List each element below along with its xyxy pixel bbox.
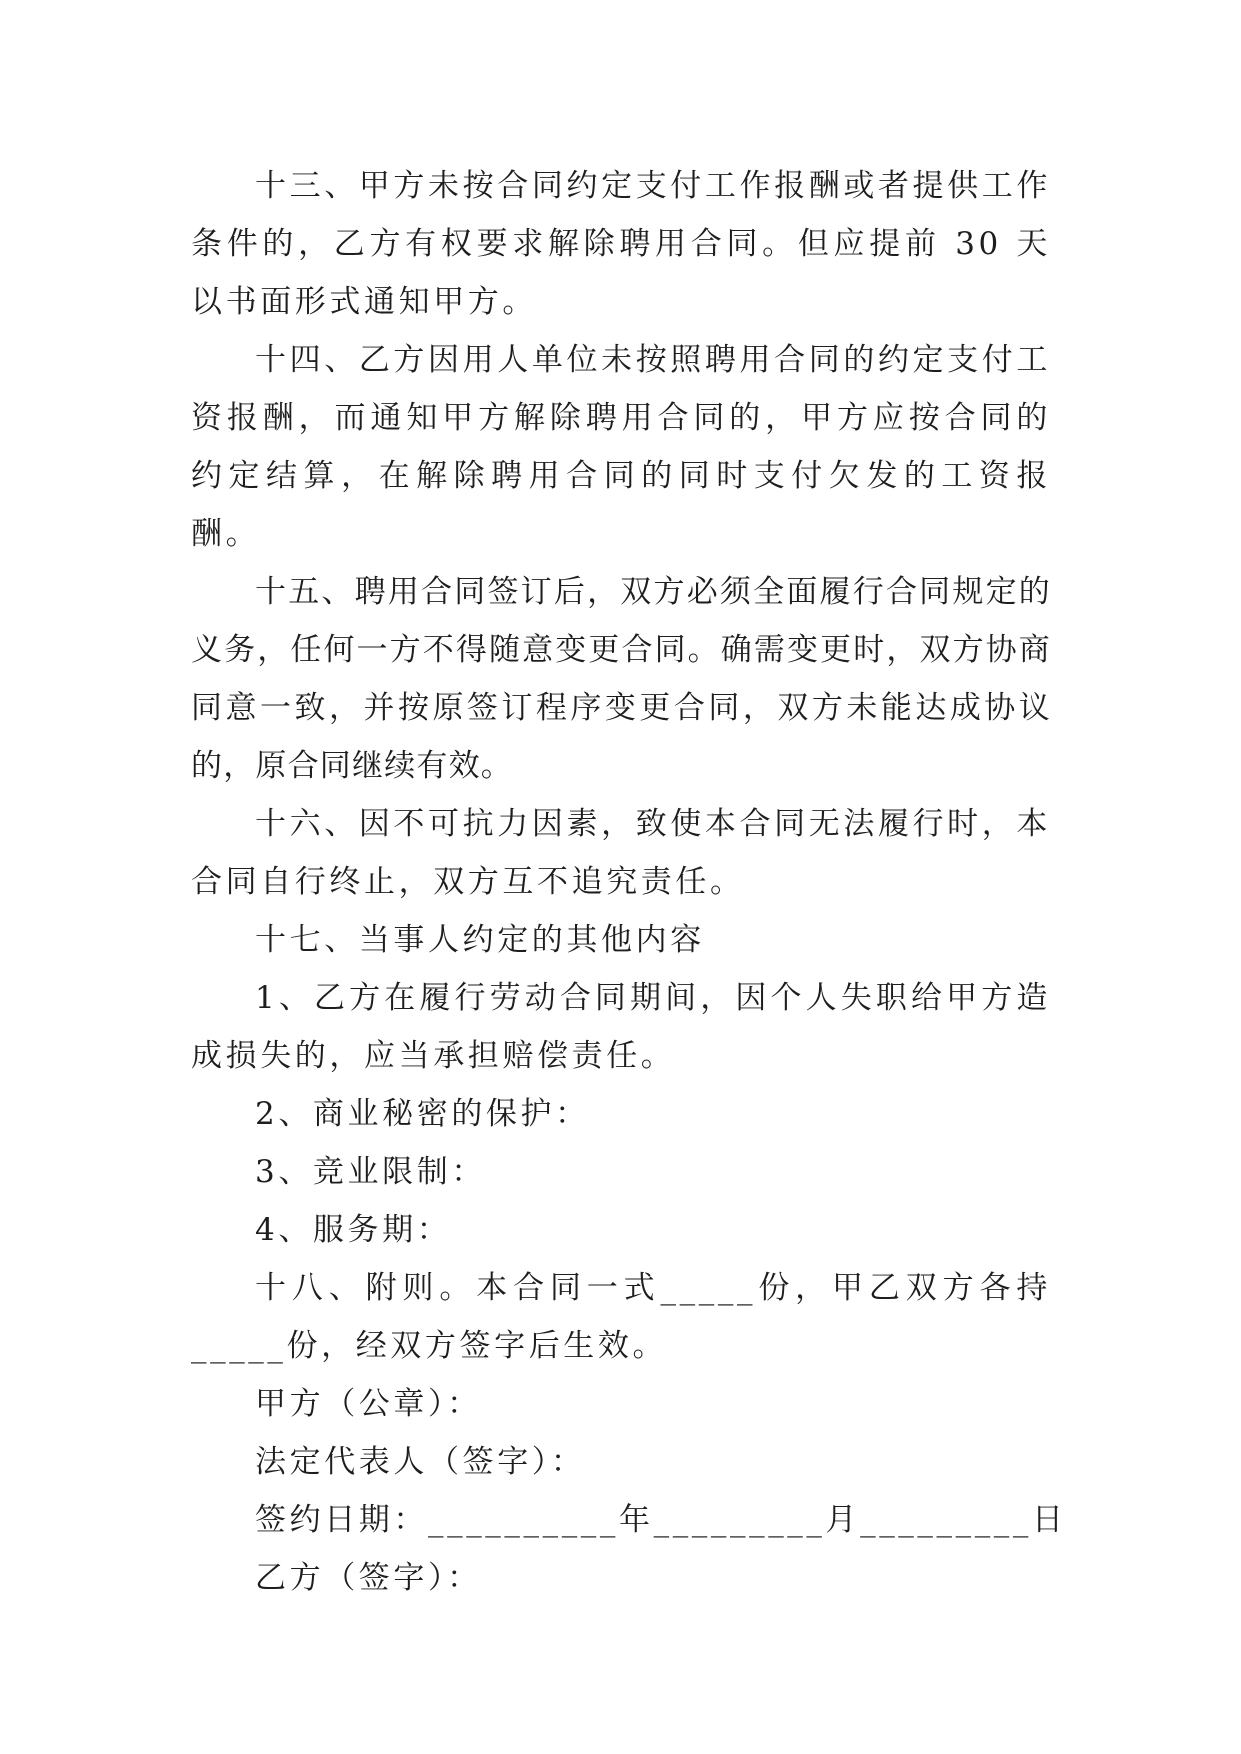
clause-17-item-4: 4、服务期： bbox=[255, 1212, 452, 1248]
legal-representative-line: 法定代表人（签字）： bbox=[255, 1444, 586, 1480]
party-a-seal-line: 甲方（公章）： bbox=[255, 1386, 482, 1422]
clause-17-item-2: 2、商业秘密的保护： bbox=[255, 1096, 590, 1132]
clause-15: 十五、聘用合同签订后，双方必须全面履行合同规定的义务，任何一方不得随意变更合同。确需变更时，双方协商同意一致，并按原签订程序变更合同，双方未能达成协议的，原合同继续有效。 bbox=[191, 574, 1051, 784]
party-b-signature-line: 乙方（签字）： bbox=[255, 1560, 482, 1596]
clause-16: 十六、因不可抗力因素，致使本合同无法履行时，本合同自行终止，双方互不追究责任。 bbox=[191, 806, 1051, 900]
clause-17-item-3: 3、竞业限制： bbox=[255, 1154, 486, 1190]
clause-17-heading: 十七、当事人约定的其他内容 bbox=[255, 922, 705, 958]
clause-17-item-1: 1、乙方在履行劳动合同期间，因个人失职给甲方造成损失的，应当承担赔偿责任。 bbox=[191, 980, 1051, 1074]
clause-14: 十四、乙方因用人单位未按照聘用合同的约定支付工资报酬，而通知甲方解除聘用合同的，甲方应按合同的约定结算，在解除聘用合同的同时支付欠发的工资报酬。 bbox=[191, 342, 1051, 552]
sign-date-line: 签约日期：__________年_________月_________日 bbox=[255, 1502, 1067, 1538]
clause-13: 十三、甲方未按合同约定支付工作报酬或者提供工作条件的，乙方有权要求解除聘用合同。但应提前 30 天以书面形式通知甲方。 bbox=[191, 168, 1051, 320]
clause-18: 十八、附则。本合同一式_____份，甲乙双方各持_____份，经双方签字后生效。 bbox=[191, 1270, 1051, 1364]
document-body bbox=[191, 157, 1067, 1607]
